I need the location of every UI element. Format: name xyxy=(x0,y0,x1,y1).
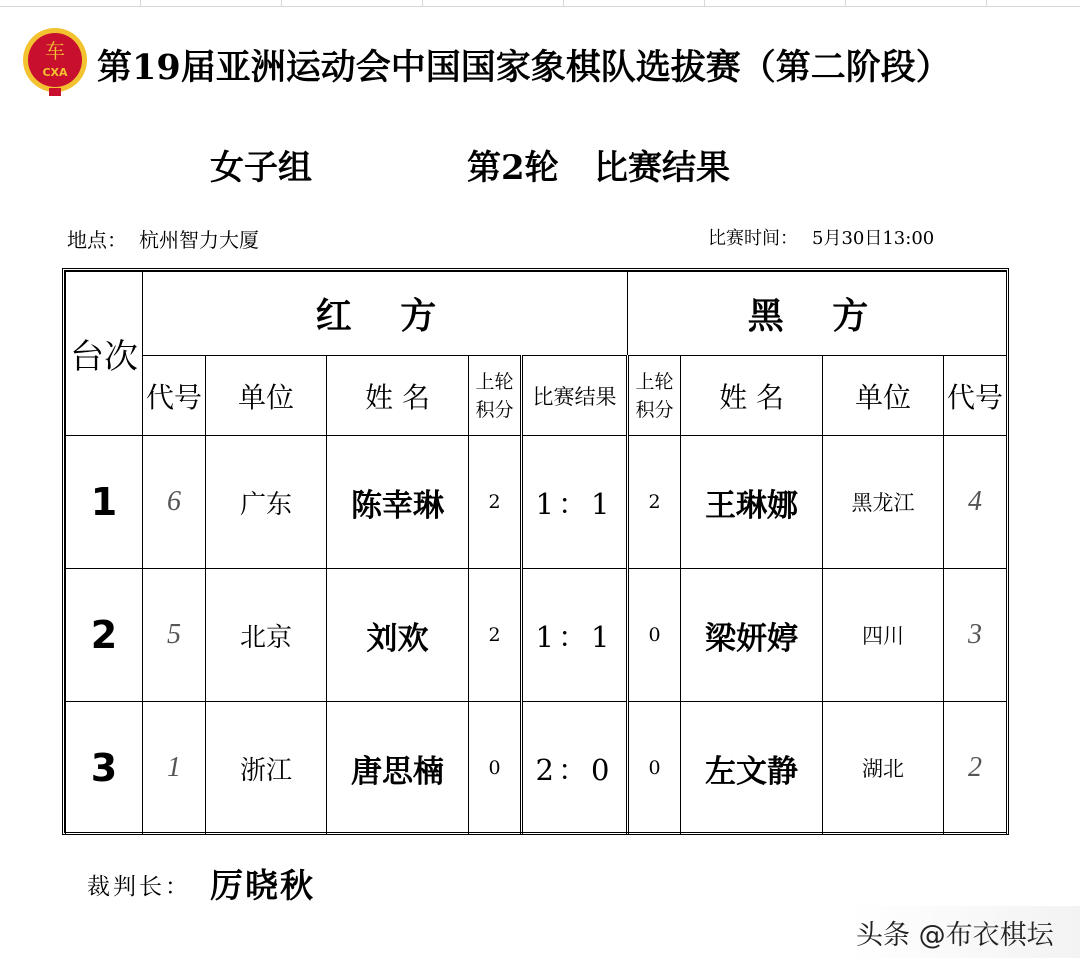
red-unit: 浙江 xyxy=(206,702,327,835)
red-code: 6 xyxy=(143,436,206,569)
black-prev-points: 0 xyxy=(628,702,681,835)
red-prev-points: 2 xyxy=(469,436,522,569)
svg-text:车: 车 xyxy=(45,39,65,63)
match-result: 1：1 xyxy=(522,436,628,569)
watermark: 头条 @布衣棋坛 xyxy=(848,906,1080,958)
table-row xyxy=(66,702,1007,835)
black-name-header: 姓 名 xyxy=(681,356,823,436)
board-number: 2 xyxy=(66,569,143,702)
prev-points-line1: 上轮 xyxy=(635,370,674,393)
black-unit: 黑龙江 xyxy=(823,436,944,569)
red-unit: 广东 xyxy=(206,436,327,569)
black-side-header: 黑 方 xyxy=(628,272,1007,356)
black-prev-points: 2 xyxy=(628,436,681,569)
red-unit: 北京 xyxy=(206,569,327,702)
red-player: 唐思楠 xyxy=(327,702,469,835)
table-row xyxy=(66,436,1007,569)
black-code: 3 xyxy=(944,569,1007,702)
time-value: 5月30日13:00 xyxy=(812,228,935,249)
red-prev-points: 0 xyxy=(469,702,522,835)
red-code-header: 代号 xyxy=(143,356,206,436)
round-label: 第2轮 xyxy=(467,148,559,188)
results-table xyxy=(62,268,1009,835)
black-player: 王琳娜 xyxy=(681,436,823,569)
red-prev-points: 2 xyxy=(469,569,522,702)
black-code: 4 xyxy=(944,436,1007,569)
svg-text:CXA: CXA xyxy=(42,66,68,79)
time-label: 比赛时间： xyxy=(708,228,798,249)
black-unit-header: 单位 xyxy=(823,356,944,436)
table-row xyxy=(66,569,1007,702)
time-info xyxy=(708,224,934,250)
black-player: 左文静 xyxy=(681,702,823,835)
result-heading: 比赛结果 xyxy=(594,148,730,188)
match-result: 1：1 xyxy=(522,569,628,702)
board-number: 3 xyxy=(66,702,143,835)
red-player: 陈幸琳 xyxy=(327,436,469,569)
prev-points-line1: 上轮 xyxy=(475,370,514,393)
board-header: 台次 xyxy=(66,272,143,436)
red-code: 1 xyxy=(143,702,206,835)
venue-value: 杭州智力大厦 xyxy=(139,228,259,252)
board-number: 1 xyxy=(66,436,143,569)
black-player: 梁妍婷 xyxy=(681,569,823,702)
referee-label: 裁判长： xyxy=(87,874,191,900)
black-code-header: 代号 xyxy=(944,356,1007,436)
page-title: 第19届亚洲运动会中国国家象棋队选拔赛（第二阶段） xyxy=(97,47,951,88)
black-code: 2 xyxy=(944,702,1007,835)
red-name-header: 姓 名 xyxy=(327,356,469,436)
black-prev-points-header xyxy=(628,356,681,436)
match-result: 2：0 xyxy=(522,702,628,835)
venue-info xyxy=(67,224,259,253)
red-side-header: 红 方 xyxy=(143,272,628,356)
prev-points-line2: 积分 xyxy=(635,398,674,421)
red-code: 5 xyxy=(143,569,206,702)
top-gridline xyxy=(0,0,1080,7)
black-unit: 湖北 xyxy=(823,702,944,835)
venue-label: 地点： xyxy=(67,228,127,252)
group-label: 女子组 xyxy=(210,148,312,188)
red-unit-header: 单位 xyxy=(206,356,327,436)
red-prev-points-header xyxy=(469,356,522,436)
black-prev-points: 0 xyxy=(628,569,681,702)
referee-name: 厉晓秋 xyxy=(210,866,315,905)
red-player: 刘欢 xyxy=(327,569,469,702)
black-unit: 四川 xyxy=(823,569,944,702)
prev-points-line2: 积分 xyxy=(475,398,514,421)
result-header: 比赛结果 xyxy=(522,356,628,436)
cxa-logo xyxy=(22,24,88,98)
